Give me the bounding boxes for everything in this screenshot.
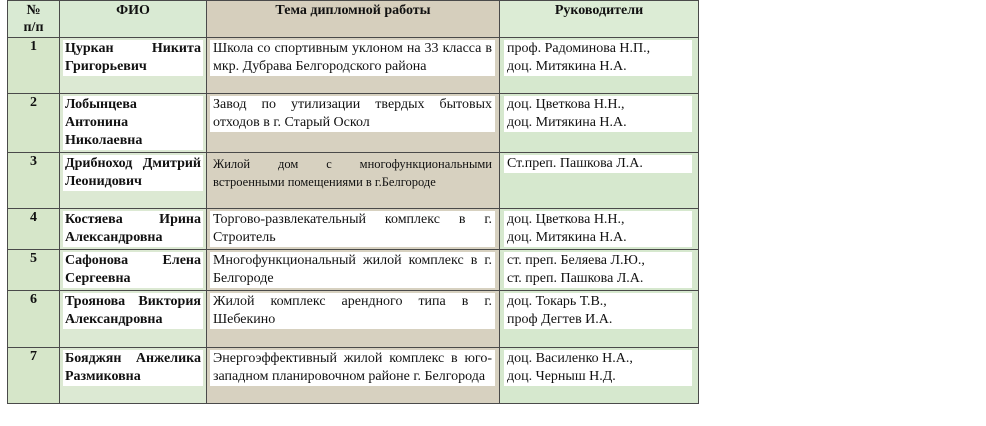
student-name: Сафонова Елена Сергеевна bbox=[65, 253, 201, 286]
row-number: 4 bbox=[8, 209, 60, 250]
header-topic: Тема дипломной работы bbox=[207, 1, 500, 38]
thesis-topic: Жилой дом с многофункциональными встроенными помещениями в г.Белгороде bbox=[213, 157, 492, 189]
thesis-topic: Школа со спортивным уклоном на 33 класса в мкр. Дубрава Белгородского района bbox=[210, 40, 495, 76]
thesis-topic: Жилой комплекс арендного типа в г. Шебекино bbox=[210, 293, 495, 329]
thesis-topic: Многофункциональный жилой комплекс в г. Белгороде bbox=[210, 252, 495, 288]
student-name: Троянова Виктория Александровна bbox=[65, 294, 201, 327]
supervisors: доц. Цветкова Н.Н., доц. Митякина Н.А. bbox=[504, 96, 692, 132]
supervisors: доц. Цветкова Н.Н., доц. Митякина Н.А. bbox=[504, 211, 692, 247]
table-row bbox=[8, 348, 699, 404]
row-number: 7 bbox=[8, 348, 60, 404]
table-row bbox=[8, 291, 699, 348]
supervisors: доц. Василенко Н.А., доц. Черныш Н.Д. bbox=[504, 350, 692, 386]
table-row bbox=[8, 38, 699, 94]
supervisors: проф. Радоминова Н.П., доц. Митякина Н.А. bbox=[504, 40, 692, 76]
thesis-table bbox=[7, 0, 699, 404]
thesis-topic: Торгово-развлекательный комплекс в г. Строитель bbox=[210, 211, 495, 247]
supervisors: ст. преп. Беляева Л.Ю., ст. преп. Пашкова Л.А. bbox=[504, 252, 692, 288]
header-number bbox=[8, 1, 60, 38]
row-number: 2 bbox=[8, 94, 60, 153]
table-row bbox=[8, 250, 699, 291]
student-name: Бояджян Анжелика Размиковна bbox=[65, 351, 201, 384]
supervisors: доц. Токарь Т.В., проф Дегтев И.А. bbox=[504, 293, 692, 329]
thesis-topic: Завод по утилизации твердых бытовых отходов в г. Старый Оскол bbox=[210, 96, 495, 132]
supervisors: Ст.преп. Пашкова Л.А. bbox=[504, 155, 692, 173]
student-name: Костяева Ирина Александровна bbox=[65, 212, 201, 245]
row-number: 1 bbox=[8, 38, 60, 94]
row-number: 5 bbox=[8, 250, 60, 291]
student-name: Цуркан Никита Григорьевич bbox=[65, 41, 201, 74]
header-row bbox=[8, 1, 699, 38]
student-name: Лобынцева Антонина Николаевна bbox=[63, 96, 203, 150]
row-number: 3 bbox=[8, 153, 60, 209]
thesis-topic: Энергоэффективный жилой комплекс в юго-западном планировочном районе г. Белгорода bbox=[210, 350, 495, 386]
header-name: ФИО bbox=[60, 1, 207, 38]
row-number: 6 bbox=[8, 291, 60, 348]
header-supervisors: Руководители bbox=[500, 1, 699, 38]
student-name: Дрибноход Дмитрий Леонидович bbox=[65, 156, 201, 189]
header-number-line1: № bbox=[26, 3, 41, 18]
table-row bbox=[8, 209, 699, 250]
table-row bbox=[8, 94, 699, 153]
header-number-line2: п/п bbox=[23, 20, 44, 35]
table-row bbox=[8, 153, 699, 209]
